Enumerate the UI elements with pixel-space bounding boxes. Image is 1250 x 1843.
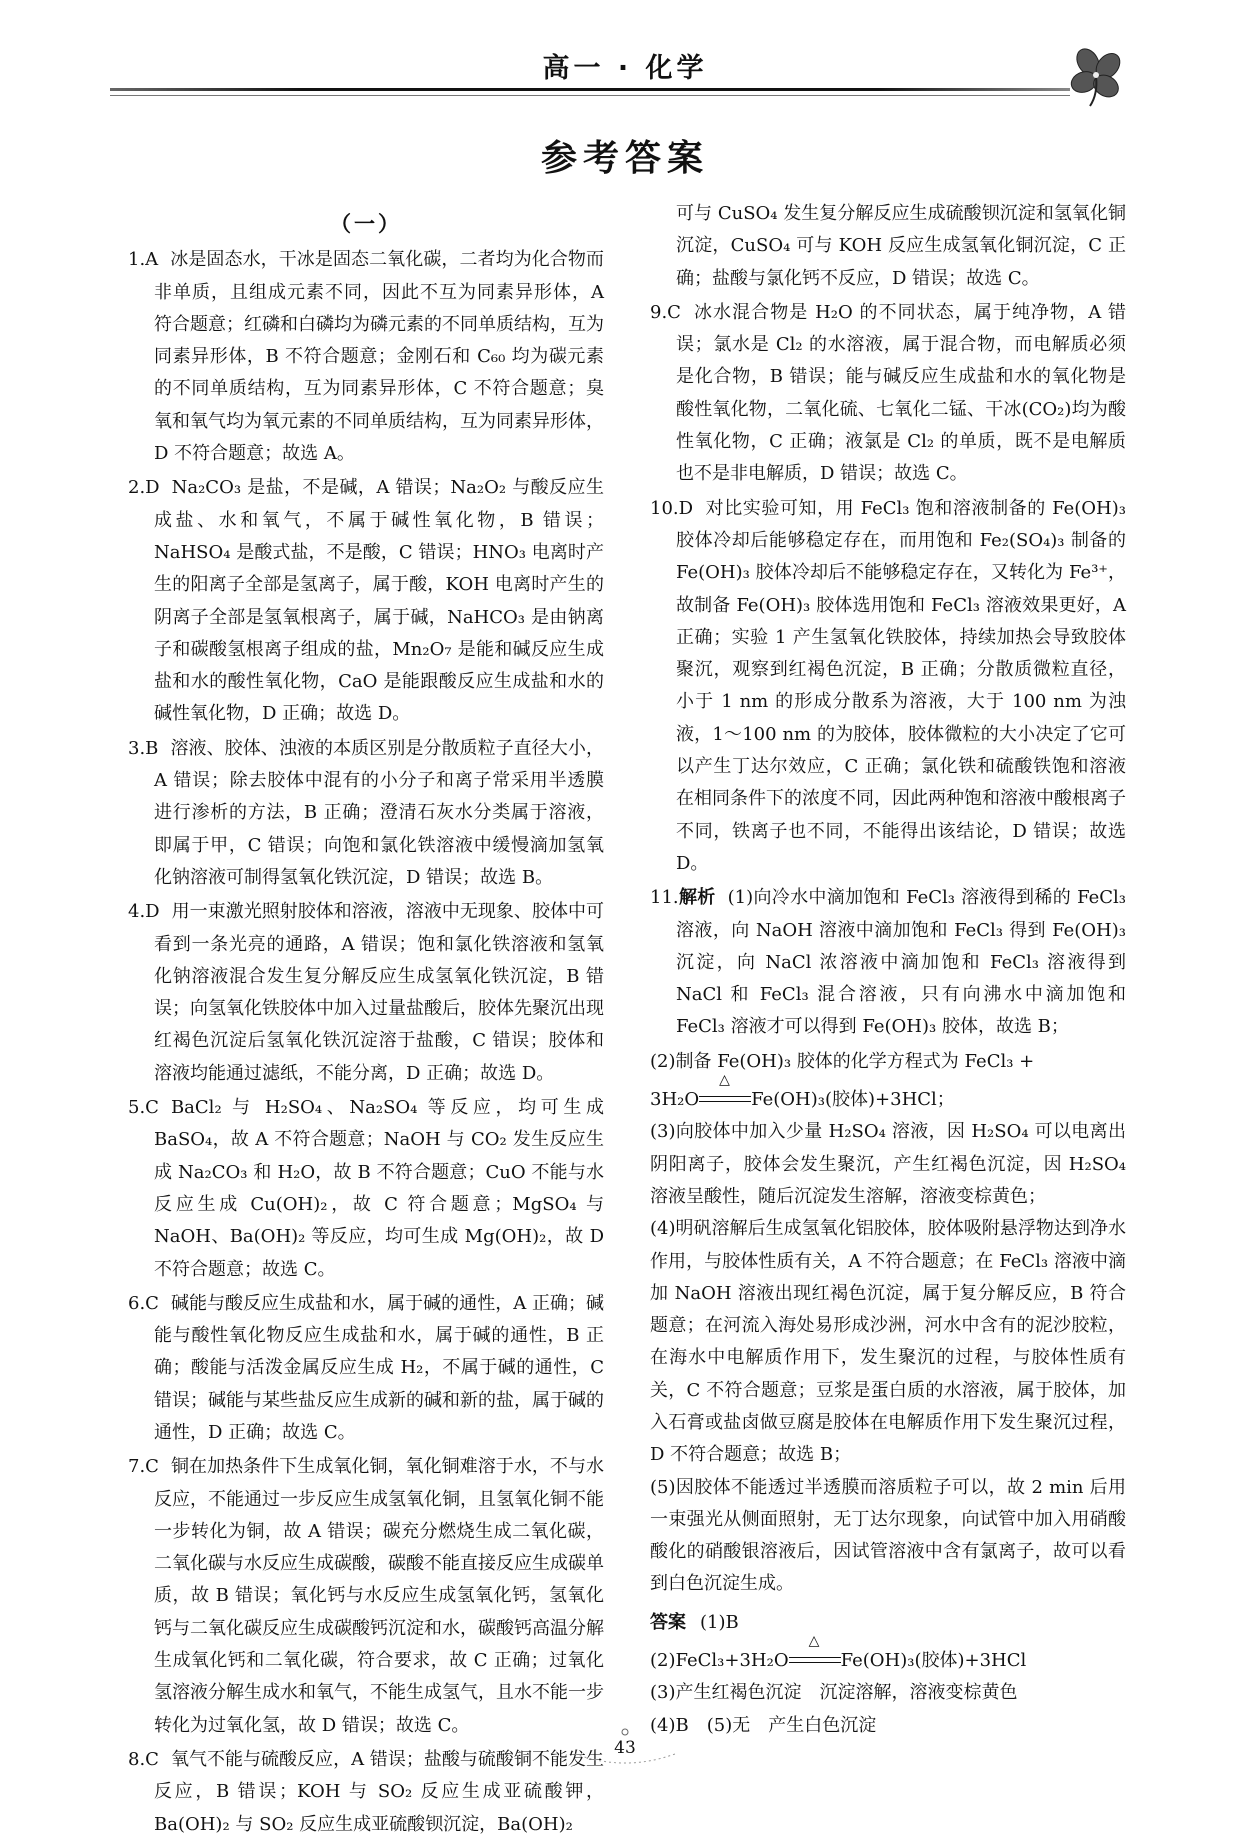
answer-item: 6.C 碱能与酸反应生成盐和水，属于碱的通性，A 正确；碱能与酸性氧化物反应生成盐和水，属于碱的通性，B 正确；酸能与活泼金属反应生成 H₂，不属于碱的通性，C 错误；碱能与某些盐反应生成新的碱和新的盐，属于碱的通性，D 正确；故选 C。 [128,1292,604,1443]
answer-item: 5.C BaCl₂ 与 H₂SO₄、Na₂SO₄ 等反应，均可生成 BaSO₄，故 A 不符合题意；NaOH 与 CO₂ 发生反应生成 Na₂CO₃ 和 H₂O，故 B 不符合题意；CuO 不能与水反应生成 Cu(OH)₂，故 C 符合题意；MgSO₄ 与 NaOH、Ba(OH)₂ 等反应，均可生成 Mg(OH)₂，故 D 不符合题意；故选 C。 [128,1097,604,1280]
clover-icon [1058,44,1132,108]
answer-summary: 答案 (1)B (2)FeCl₃+3H₂O △ Fe(OH)₃(胶体)+3HCl (3)产生红褐色沉淀 沉淀溶解，溶液变棕黄色 (4)B (5)无 产生白色沉淀 [650,1607,1126,1742]
header-rule [110,88,1070,91]
answer-equation: (2)FeCl₃+3H₂O △ Fe(OH)₃(胶体)+3HCl [650,1633,1027,1672]
page-title: 参考答案 [540,138,709,179]
analysis-part-5: (5)因胶体不能透过半透膜而溶质粒子可以，故 2 min 后用一束强光从侧面照射，无丁达尔现象，向试管中加入用硝酸酸化的硝酸银溶液后，因试管溶液中含有氯离子，故可以看到白色沉淀生成。 [650,1476,1126,1595]
section-heading: （一） [330,211,402,236]
right-column [650,198,1126,1742]
page-header [0,0,1250,110]
left-column [128,208,604,1843]
header-title: 高一 · 化学 [542,53,708,84]
analysis-part-4: (4)明矾溶解后生成氢氧化铝胶体，胶体吸附悬浮物达到净水作用，与胶体性质有关，A 不符合题意；在 FeCl₃ 溶液中滴加 NaOH 溶液出现红褐色沉淀，属于复分解反应，B 符合题意；在河流入海处易形成沙洲，河水中含有的泥沙胶粒，在海水中电解质作用下，发生聚沉的过程，与胶体性质有关，C 不符合题意；豆浆是蛋白质的水溶液，属于胶体，加入石膏或盐卤做豆腐是胶体在电解质作用下发生聚沉过程，D 不符合题意；故选 B； [650,1218,1126,1466]
answer-item: 4.D 用一束激光照射胶体和溶液，溶液中无现象、胶体中可看到一条光亮的通路，A 错误；饱和氯化铁溶液和氢氧化钠溶液混合发生复分解反应生成氢氧化铁沉淀，B 错误；向氢氧化铁胶体中加入过量盐酸后，胶体先聚沉出现红褐色沉淀后氢氧化铁沉淀溶于盐酸，C 错误；胶体和溶液均能通过滤纸，不能分离，D 正确；故选 D。 [128,901,604,1084]
answer-item: 3.B 溶液、胶体、浊液的本质区别是分散质粒子直径大小，A 错误；除去胶体中混有的小分子和离子常采用半透膜进行渗析的方法，B 正确；澄清石灰水分类属于溶液，即属于甲，C 错误；向饱和氯化铁溶液中缓慢滴加氢氧化钠溶液可制得氢氧化铁沉淀，D 错误；故选 B。 [128,737,604,888]
answer-item: 2.D Na₂CO₃ 是盐，不是碱，A 错误；Na₂O₂ 与酸反应生成盐、水和氧气，不属于碱性氧化物，B 错误；NaHSO₄ 是酸式盐，不是酸，C 错误；HNO₃ 电离时产生的阳离子全部是氢离子，属于酸，KOH 电离时产生的阴离子全部是氢氧根离子，属于碱，NaHCO₃ 是由钠离子和碳酸氢根离子组成的盐，Mn₂O₇ 是能和碱反应生成盐和水的酸性氧化物，CaO 是能跟酸反应生成盐和水的碱性氧化物，D 正确；故选 D。 [128,477,604,725]
equation-line: 3H₂O △ Fe(OH)₃(胶体)+3HCl； [650,1072,955,1111]
analysis-part-3: (3)向胶体中加入少量 H₂SO₄ 溶液，因 H₂SO₄ 可以电离出阴阳离子，胶体会发生聚沉，产生红褐色沉淀，因 H₂SO₄ 溶液呈酸性，随后沉淀发生溶解，溶液变棕黄色； [650,1121,1126,1207]
answer-item: 1.A 冰是固态水，干冰是固态二氧化碳，二者均为化合物而非单质，且组成元素不同，因此不互为同素异形体，A 符合题意；红磷和白磷均为磷元素的不同单质结构，互为同素异形体，B 不符合题意；金刚石和 C₆₀ 均为碳元素的不同单质结构，互为同素异形体，C 不符合题意；臭氧和氧气均为氧元素的不同单质结构，互为同素异形体，D 不符合题意；故选 A。 [128,249,604,465]
answer-item: 10.D 对比实验可知，用 FeCl₃ 饱和溶液制备的 Fe(OH)₃ 胶体冷却后能够稳定存在，而用饱和 Fe₂(SO₄)₃ 制备的 Fe(OH)₃ 胶体冷却后不能够稳定存在，又转化为 Fe³⁺，故制备 Fe(OH)₃ 胶体选用饱和 FeCl₃ 溶液效果更好，A 正确；实验 1 产生氢氧化铁胶体，持续加热会导致胶体聚沉，观察到红褐色沉淀，B 正确；分散质微粒直径，小于 1 nm 的形成分散系为溶液，大于 100 nm 为浊液，1～100 nm 的为胶体，胶体微粒的大小决定了它可以产生丁达尔效应，C 正确；氯化铁和硫酸铁饱和溶液在相同条件下的浓度不同，因此两种饱和溶液中酸根离子不同，铁离子也不同，不能得出该结论，D 错误；故选 D。 [650,497,1127,874]
answer-item-11: 11.解析 (1)向冷水中滴加饱和 FeCl₃ 溶液得到稀的 FeCl₃ 溶液，向 NaOH 溶液中滴加饱和 FeCl₃ 得到 Fe(OH)₃ 沉淀，向 NaCl 浓溶液中滴加饱和 FeCl₃ 溶液得到 NaCl 和 FeCl₃ 混合溶液，只有向沸水中滴加饱和 FeCl₃ 溶液才可以得到 Fe(OH)₃ 胶体，故选 B； [650,887,1126,1038]
analysis-part-2: (2)制备 Fe(OH)₃ 胶体的化学方程式为 FeCl₃ + [650,1050,1035,1072]
answer-item-continued: 可与 CuSO₄ 发生复分解反应生成硫酸钡沉淀和氢氧化铜沉淀，CuSO₄ 可与 KOH 反应生成氢氧化铜沉淀，C 正确；盐酸与氯化钙不反应，D 错误；故选 C。 [676,203,1126,289]
answer-item: 8.C 氧气不能与硫酸反应，A 错误；盐酸与硫酸铜不能发生反应，B 错误；KOH 与 SO₂ 反应生成亚硫酸钾，Ba(OH)₂ 与 SO₂ 反应生成亚硫酸钡沉淀，Ba(OH)₂ [128,1748,604,1835]
answer-item: 7.C 铜在加热条件下生成氧化铜，氧化铜难溶于水，不与水反应，不能通过一步反应生成氢氧化铜，且氢氧化铜不能一步转化为铜，故 A 错误；碳充分燃烧生成二氧化碳，二氧化碳与水反应生成碳酸，碳酸不能直接反应生成碳单质，故 B 错误；氧化钙与水反应生成氢氧化钙，氢氧化钙与二氧化碳反应生成碳酸钙沉淀和水，碳酸钙高温分解生成氧化钙和二氧化碳，符合要求，故 C 正确；过氧化氢溶液分解生成水和氧气，不能生成氢气，且水不能一步转化为过氧化氢，故 D 错误；故选 C。 [128,1456,604,1736]
page-number: 43 [614,1738,636,1758]
header-rule-thin [110,95,1070,96]
answer-item: 9.C 冰水混合物是 H₂O 的不同状态，属于纯净物，A 错误；氯水是 Cl₂ 的水溶液，属于混合物，而电解质必须是化合物，B 错误；能与碱反应生成盐和水的氧化物是酸性氧化物，二氧化硫、七氧化二锰、干冰(CO₂)均为酸性氧化物，C 正确；液氯是 Cl₂ 的单质，既不是电解质也不是非电解质，D 错误；故选 C。 [650,301,1126,485]
